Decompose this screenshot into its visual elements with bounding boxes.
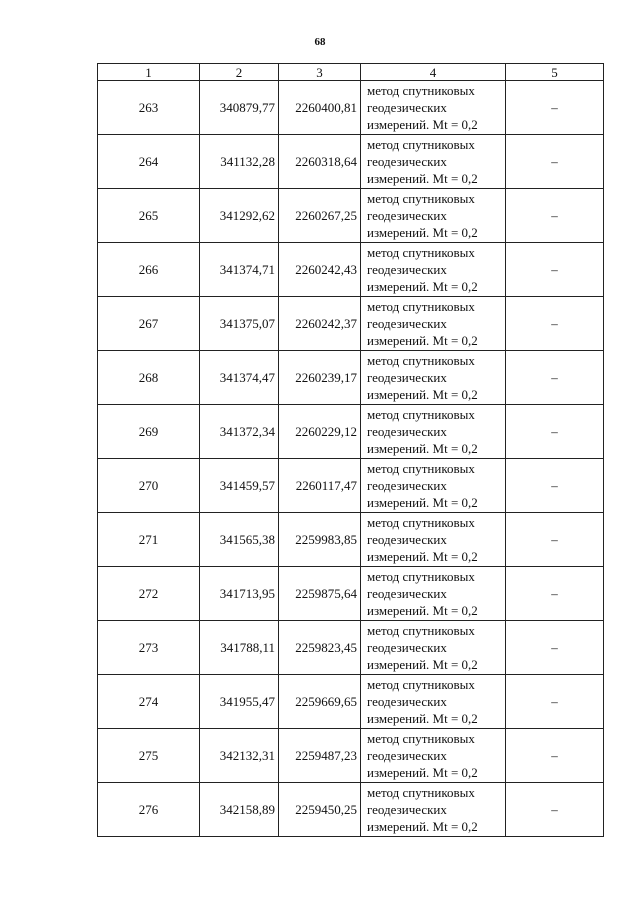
method-cell xyxy=(361,189,506,243)
point-number-cell: 272 xyxy=(98,567,200,621)
coordinate-y-cell: 2260117,47 xyxy=(279,459,361,513)
method-cell xyxy=(361,729,506,783)
point-number-cell: 266 xyxy=(98,243,200,297)
coordinate-y-cell: 2260267,25 xyxy=(279,189,361,243)
note-cell: – xyxy=(506,135,604,189)
point-number-cell: 265 xyxy=(98,189,200,243)
method-line: метод спутниковых xyxy=(367,83,475,98)
coordinate-y-cell: 2260239,17 xyxy=(279,351,361,405)
coordinate-y-cell: 2260318,64 xyxy=(279,135,361,189)
coordinate-y-cell: 2259450,25 xyxy=(279,783,361,837)
method-line: измерений. Mt = 0,2 xyxy=(367,171,478,186)
point-number-cell: 269 xyxy=(98,405,200,459)
method-line: метод спутниковых xyxy=(367,353,475,368)
method-cell xyxy=(361,405,506,459)
method-cell xyxy=(361,351,506,405)
coordinate-x-cell: 341713,95 xyxy=(200,567,279,621)
method-line: измерений. Mt = 0,2 xyxy=(367,711,478,726)
coordinate-x-cell: 341375,07 xyxy=(200,297,279,351)
method-cell xyxy=(361,135,506,189)
coordinate-x-cell: 341459,57 xyxy=(200,459,279,513)
point-number-cell: 267 xyxy=(98,297,200,351)
method-line: метод спутниковых xyxy=(367,245,475,260)
method-line: измерений. Mt = 0,2 xyxy=(367,279,478,294)
note-cell: – xyxy=(506,351,604,405)
method-line: метод спутниковых xyxy=(367,515,475,530)
point-number-cell: 268 xyxy=(98,351,200,405)
method-line: геодезических xyxy=(367,478,447,493)
point-number-cell: 276 xyxy=(98,783,200,837)
coordinate-x-cell: 341374,47 xyxy=(200,351,279,405)
coordinates-table-body xyxy=(98,64,604,837)
note-cell: – xyxy=(506,567,604,621)
note-cell: – xyxy=(506,729,604,783)
method-line: геодезических xyxy=(367,262,447,277)
method-cell xyxy=(361,297,506,351)
note-cell: – xyxy=(506,189,604,243)
method-line: метод спутниковых xyxy=(367,137,475,152)
table-row xyxy=(98,459,604,513)
method-line: измерений. Mt = 0,2 xyxy=(367,603,478,618)
method-line: метод спутниковых xyxy=(367,191,475,206)
method-line: геодезических xyxy=(367,424,447,439)
method-line: метод спутниковых xyxy=(367,677,475,692)
note-cell: – xyxy=(506,243,604,297)
coordinate-y-cell: 2259669,65 xyxy=(279,675,361,729)
coordinate-x-cell: 341955,47 xyxy=(200,675,279,729)
table-row xyxy=(98,729,604,783)
method-line: измерений. Mt = 0,2 xyxy=(367,225,478,240)
method-line: измерений. Mt = 0,2 xyxy=(367,333,478,348)
method-cell xyxy=(361,81,506,135)
table-row xyxy=(98,675,604,729)
method-line: геодезических xyxy=(367,532,447,547)
method-line: геодезических xyxy=(367,694,447,709)
table-row xyxy=(98,783,604,837)
method-line: геодезических xyxy=(367,586,447,601)
coordinate-y-cell: 2259823,45 xyxy=(279,621,361,675)
coordinate-y-cell: 2260242,43 xyxy=(279,243,361,297)
coordinate-x-cell: 341372,34 xyxy=(200,405,279,459)
table-row xyxy=(98,621,604,675)
method-line: измерений. Mt = 0,2 xyxy=(367,387,478,402)
method-cell xyxy=(361,459,506,513)
point-number-cell: 273 xyxy=(98,621,200,675)
table-row xyxy=(98,405,604,459)
coordinate-y-cell: 2259983,85 xyxy=(279,513,361,567)
column-header-1: 1 xyxy=(98,64,200,81)
method-cell xyxy=(361,621,506,675)
table-row xyxy=(98,513,604,567)
method-line: геодезических xyxy=(367,640,447,655)
column-header-4: 4 xyxy=(361,64,506,81)
note-cell: – xyxy=(506,297,604,351)
method-line: геодезических xyxy=(367,100,447,115)
coordinate-x-cell: 341374,71 xyxy=(200,243,279,297)
method-line: измерений. Mt = 0,2 xyxy=(367,765,478,780)
column-header-3: 3 xyxy=(279,64,361,81)
note-cell: – xyxy=(506,513,604,567)
method-line: метод спутниковых xyxy=(367,785,475,800)
method-line: метод спутниковых xyxy=(367,299,475,314)
point-number-cell: 270 xyxy=(98,459,200,513)
method-line: метод спутниковых xyxy=(367,407,475,422)
note-cell: – xyxy=(506,675,604,729)
coordinate-y-cell: 2260229,12 xyxy=(279,405,361,459)
column-header-5: 5 xyxy=(506,64,604,81)
method-line: измерений. Mt = 0,2 xyxy=(367,549,478,564)
method-line: измерений. Mt = 0,2 xyxy=(367,441,478,456)
coordinate-y-cell: 2260400,81 xyxy=(279,81,361,135)
method-line: геодезических xyxy=(367,802,447,817)
table-row xyxy=(98,297,604,351)
table-row xyxy=(98,81,604,135)
point-number-cell: 275 xyxy=(98,729,200,783)
coordinate-x-cell: 341292,62 xyxy=(200,189,279,243)
note-cell: – xyxy=(506,81,604,135)
table-row xyxy=(98,351,604,405)
method-line: измерений. Mt = 0,2 xyxy=(367,657,478,672)
note-cell: – xyxy=(506,405,604,459)
method-cell xyxy=(361,243,506,297)
coordinate-y-cell: 2260242,37 xyxy=(279,297,361,351)
coordinate-x-cell: 342158,89 xyxy=(200,783,279,837)
method-line: метод спутниковых xyxy=(367,731,475,746)
point-number-cell: 263 xyxy=(98,81,200,135)
page-number: 68 xyxy=(314,36,326,48)
method-cell xyxy=(361,675,506,729)
coordinate-x-cell: 341788,11 xyxy=(200,621,279,675)
method-cell xyxy=(361,513,506,567)
note-cell: – xyxy=(506,459,604,513)
method-line: геодезических xyxy=(367,208,447,223)
method-cell xyxy=(361,783,506,837)
method-line: измерений. Mt = 0,2 xyxy=(367,117,478,132)
coordinates-table xyxy=(97,63,604,837)
coordinate-y-cell: 2259875,64 xyxy=(279,567,361,621)
coordinate-x-cell: 340879,77 xyxy=(200,81,279,135)
column-header-2: 2 xyxy=(200,64,279,81)
note-cell: – xyxy=(506,783,604,837)
method-cell xyxy=(361,567,506,621)
point-number-cell: 274 xyxy=(98,675,200,729)
note-cell: – xyxy=(506,621,604,675)
method-line: геодезических xyxy=(367,154,447,169)
method-line: метод спутниковых xyxy=(367,623,475,638)
table-header-row xyxy=(98,64,604,81)
method-line: геодезических xyxy=(367,748,447,763)
coordinate-x-cell: 342132,31 xyxy=(200,729,279,783)
table-row xyxy=(98,243,604,297)
method-line: геодезических xyxy=(367,370,447,385)
method-line: метод спутниковых xyxy=(367,569,475,584)
coordinate-y-cell: 2259487,23 xyxy=(279,729,361,783)
method-line: измерений. Mt = 0,2 xyxy=(367,495,478,510)
table-row xyxy=(98,567,604,621)
coordinate-x-cell: 341565,38 xyxy=(200,513,279,567)
point-number-cell: 264 xyxy=(98,135,200,189)
table-row xyxy=(98,135,604,189)
point-number-cell: 271 xyxy=(98,513,200,567)
coordinate-x-cell: 341132,28 xyxy=(200,135,279,189)
method-line: геодезических xyxy=(367,316,447,331)
method-line: измерений. Mt = 0,2 xyxy=(367,819,478,834)
method-line: метод спутниковых xyxy=(367,461,475,476)
table-row xyxy=(98,189,604,243)
